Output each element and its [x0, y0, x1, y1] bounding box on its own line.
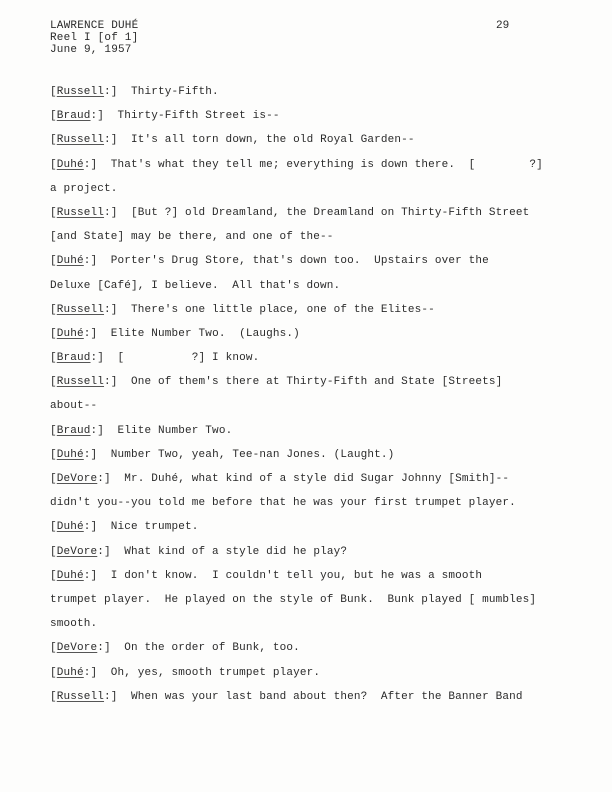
utterance-text: There's one little place, one of the Elites--: [131, 303, 435, 316]
speaker-bracket-close: :]: [83, 255, 111, 268]
speaker-label: Braud: [56, 352, 91, 365]
utterance-text: Mr. Duhé, what kind of a style did Sugar Johnny [Smith]--: [124, 473, 510, 485]
transcript-line: [50, 80, 580, 104]
reel-label: Reel I [of 1]: [50, 32, 139, 44]
document-header: [50, 20, 138, 56]
transcript-line: [50, 491, 580, 515]
utterance-text: smooth.: [50, 618, 98, 631]
transcript-line: [50, 685, 580, 709]
speaker-bracket-open: [: [50, 376, 57, 389]
speaker-label: Russell: [56, 134, 105, 147]
transcript-line: [50, 636, 580, 660]
speaker-label: Russell: [56, 86, 105, 98]
speaker-bracket-close: :]: [97, 473, 125, 485]
speaker-bracket-open: [: [50, 352, 57, 365]
speaker-bracket-close: :]: [104, 134, 132, 147]
transcript-line: [50, 128, 580, 152]
utterance-text: Elite Number Two.: [117, 424, 233, 437]
speaker-label: DeVore: [56, 473, 98, 485]
interviewee-name: LAWRENCE DUHÉ: [50, 20, 139, 32]
speaker-bracket-close: :]: [90, 110, 118, 123]
speaker-label: Russell: [56, 206, 105, 219]
utterance-text: Thirty-Fifth.: [131, 86, 219, 98]
transcript-line: [50, 419, 580, 443]
transcript-line: [50, 298, 580, 322]
transcript-body: [50, 80, 580, 709]
utterance-text: Deluxe [Café], I believe. All that's down.: [50, 279, 341, 292]
transcript-line: [50, 588, 580, 612]
transcript-line: [50, 467, 580, 491]
speaker-bracket-open: [: [50, 424, 57, 437]
speaker-bracket-close: :]: [83, 569, 111, 582]
speaker-bracket-close: :]: [97, 642, 125, 655]
speaker-label: DeVore: [56, 642, 98, 655]
speaker-bracket-open: [: [50, 255, 57, 268]
utterance-text: That's what they tell me; everything is down there. [ ?]: [110, 158, 543, 171]
transcript-line: [50, 394, 580, 418]
speaker-bracket-open: [: [50, 158, 57, 171]
speaker-label: Duhé: [56, 666, 84, 679]
speaker-label: DeVore: [56, 545, 98, 558]
speaker-label: Duhé: [56, 521, 84, 534]
utterance-text: On the order of Bunk, too.: [124, 642, 300, 655]
speaker-bracket-open: [: [50, 545, 57, 558]
transcript-line: [50, 177, 580, 201]
transcript-line: [50, 612, 580, 636]
speaker-bracket-open: [: [50, 690, 57, 703]
utterance-text: It's all torn down, the old Royal Garden--: [131, 134, 415, 147]
transcript-line: [50, 346, 580, 370]
speaker-bracket-open: [: [50, 569, 57, 582]
utterance-text: Nice trumpet.: [110, 521, 199, 534]
speaker-bracket-close: :]: [83, 448, 111, 461]
transcript-line: [50, 225, 580, 249]
speaker-label: Duhé: [56, 255, 84, 268]
transcript-line: [50, 274, 580, 298]
speaker-bracket-close: :]: [83, 666, 111, 679]
utterance-text: [But ?] old Dreamland, the Dreamland on Thirty-Fifth Street: [131, 206, 530, 219]
speaker-bracket-open: [: [50, 448, 57, 461]
speaker-bracket-close: :]: [83, 158, 111, 171]
speaker-label: Duhé: [56, 158, 84, 171]
speaker-bracket-close: :]: [104, 690, 132, 703]
utterance-text: What kind of a style did he play?: [124, 545, 348, 558]
speaker-label: Duhé: [56, 327, 84, 340]
utterance-text: When was your last band about then? After the Banner Band: [131, 690, 523, 703]
speaker-bracket-close: :]: [104, 303, 132, 316]
speaker-bracket-close: :]: [104, 206, 132, 219]
speaker-bracket-close: :]: [90, 424, 118, 437]
utterance-text: trumpet player. He played on the style of Bunk. Bunk played [ mumbles]: [50, 593, 537, 606]
transcript-line: [50, 443, 580, 467]
utterance-text: I don't know. I couldn't tell you, but he was a smooth: [110, 569, 483, 582]
utterance-text: about--: [50, 400, 98, 413]
speaker-bracket-open: [: [50, 521, 57, 534]
utterance-text: Number Two, yeah, Tee-nan Jones. (Laught.): [110, 448, 395, 461]
transcript-line: [50, 201, 580, 225]
speaker-label: Duhé: [56, 448, 84, 461]
speaker-label: Duhé: [56, 569, 84, 582]
speaker-bracket-open: [: [50, 473, 57, 485]
utterance-text: Porter's Drug Store, that's down too. Upstairs over the: [110, 255, 489, 268]
transcript-line: [50, 104, 580, 128]
speaker-label: Russell: [56, 690, 105, 703]
speaker-bracket-open: [: [50, 666, 57, 679]
speaker-bracket-close: :]: [83, 327, 111, 340]
page-number: 29: [496, 20, 510, 32]
utterance-text: [ ?] I know.: [117, 352, 260, 365]
transcript-line: [50, 249, 580, 273]
speaker-bracket-open: [: [50, 86, 57, 98]
utterance-text: Thirty-Fifth Street is--: [117, 110, 280, 123]
utterance-text: [and State] may be there, and one of the--: [50, 231, 334, 244]
speaker-bracket-close: :]: [97, 545, 125, 558]
speaker-bracket-close: :]: [104, 376, 132, 389]
speaker-bracket-open: [: [50, 206, 57, 219]
transcript-line: [50, 540, 580, 564]
utterance-text: a project.: [50, 182, 118, 195]
speaker-label: Braud: [56, 110, 91, 123]
speaker-bracket-open: [: [50, 110, 57, 123]
speaker-label: Braud: [56, 424, 91, 437]
transcript-line: [50, 322, 580, 346]
transcript-line: [50, 564, 580, 588]
utterance-text: didn't you--you told me before that he was your first trumpet player.: [50, 497, 516, 510]
speaker-bracket-close: :]: [90, 352, 118, 365]
speaker-label: Russell: [56, 303, 105, 316]
speaker-bracket-open: [: [50, 642, 57, 655]
interview-date: June 9, 1957: [50, 44, 132, 56]
utterance-text: Oh, yes, smooth trumpet player.: [110, 666, 321, 679]
speaker-bracket-close: :]: [104, 86, 132, 98]
transcript-line: [50, 153, 580, 177]
speaker-bracket-close: :]: [83, 521, 111, 534]
transcript-line: [50, 661, 580, 685]
speaker-bracket-open: [: [50, 327, 57, 340]
transcript-line: [50, 370, 580, 394]
utterance-text: Elite Number Two. (Laughs.): [110, 327, 300, 340]
transcript-line: [50, 515, 580, 539]
speaker-bracket-open: [: [50, 134, 57, 147]
utterance-text: One of them's there at Thirty-Fifth and State [Streets]: [131, 376, 503, 389]
speaker-label: Russell: [56, 376, 105, 389]
speaker-bracket-open: [: [50, 303, 57, 316]
